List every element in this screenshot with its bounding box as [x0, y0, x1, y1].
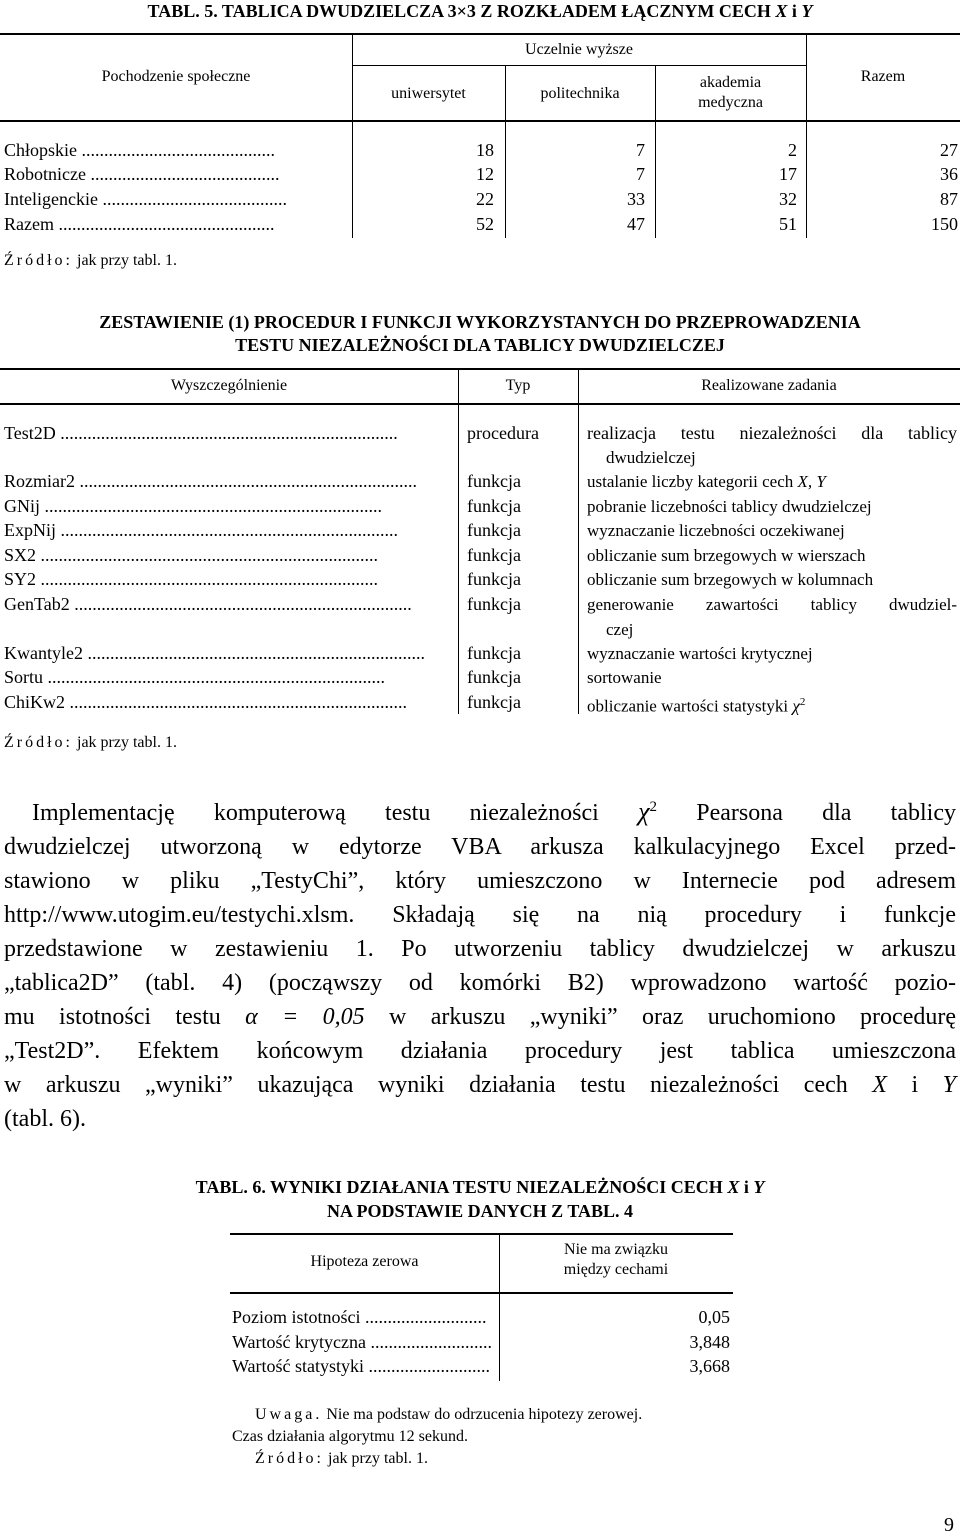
summary-row-task: sortowanie: [587, 668, 662, 687]
tab5-row-v2: 7: [636, 140, 645, 160]
summary-row-name: Kwantyle2 ...........................................................................: [4, 643, 425, 663]
paragraph-line: stawiono w pliku „TestyChi”, który umieszczono w Internecie pod adresem: [4, 868, 956, 894]
summary-body-divider: [578, 404, 579, 714]
tab5-row-v2: 47: [627, 214, 645, 234]
paragraph-line: „tablica2D” (tabl. 4) (począwszy od komórki B2) wprowadzono wartość pozio-: [4, 970, 956, 996]
summary-header-tasks: Realizowane zadania: [701, 377, 837, 394]
tab5-row-v1: 12: [476, 164, 494, 184]
summary-row-type: funkcja: [467, 471, 521, 491]
tab6-row-value: 0,05: [698, 1307, 730, 1327]
tab6-note: Uwaga. Nie ma podstaw do odrzucenia hipotezy zerowej.: [255, 1406, 643, 1423]
tab5-title: TABL. 5. TABLICA DWUDZIELCZA 3×3 Z ROZKŁADEM ŁĄCZNYM CECH X i Y: [147, 1, 813, 21]
tab5-header-rule: [0, 120, 960, 122]
tab5-row-v2: 33: [627, 189, 645, 209]
tab5-row-v3: 2: [788, 140, 797, 160]
summary-row-type: funkcja: [467, 594, 521, 614]
summary-title-line1: ZESTAWIENIE (1) PROCEDUR I FUNKCJI WYKORZYSTANYCH DO PRZEPROWADZENIA: [99, 312, 861, 332]
summary-row-name: Test2D ...........................................................................: [4, 423, 398, 443]
tab5-row-v2: 7: [636, 164, 645, 184]
page-number: 9: [944, 1514, 954, 1536]
summary-body-divider: [458, 404, 459, 714]
summary-row-name: Rozmiar2 ...........................................................................: [4, 471, 417, 491]
summary-row-task: wyznaczanie liczebności oczekiwanej: [587, 521, 845, 540]
summary-row-type: funkcja: [467, 496, 521, 516]
summary-row-type: funkcja: [467, 667, 521, 687]
summary-row-task-cont: czej: [606, 620, 634, 639]
tab5-header-col2: politechnika: [540, 85, 620, 102]
tab5-header-origin: Pochodzenie społeczne: [101, 68, 251, 85]
summary-row-name: SX2 ...........................................................................: [4, 545, 379, 565]
paragraph-line: „Test2D”. Efektem końcowym działania procedury jest tablica umieszczona: [4, 1038, 956, 1064]
tab6-top-rule: [230, 1233, 733, 1235]
tab5-header-total: Razem: [860, 68, 906, 85]
tab5-header-col1: uniwersytet: [391, 85, 466, 102]
summary-row-task: ustalanie liczby kategorii cech X, Y: [587, 472, 826, 491]
tab6-row-label: Poziom istotności ...........................: [232, 1307, 487, 1327]
tab6-row-value: 3,668: [689, 1356, 730, 1376]
summary-row-name: Sortu ...........................................................................: [4, 667, 386, 687]
tab5-row-total: 87: [940, 189, 958, 209]
summary-row-task: generowanie zawartości tablicy dwudziel-: [587, 595, 957, 614]
tab5-row-v1: 18: [476, 140, 494, 160]
summary-row-task: wyznaczanie wartości krytycznej: [587, 644, 813, 663]
summary-row-task: obliczanie sum brzegowych w wierszach: [587, 546, 866, 565]
summary-row-type: funkcja: [467, 520, 521, 540]
summary-row-task: obliczanie sum brzegowych w kolumnach: [587, 570, 874, 589]
tab5-row-v1: 22: [476, 189, 494, 209]
tab5-row-label: Robotnicze ..........................................: [4, 164, 280, 184]
summary-row-name: SY2 ...........................................................................: [4, 569, 379, 589]
tab5-row-v3: 17: [779, 164, 797, 184]
tab6-title-line1: TABL. 6. WYNIKI DZIAŁANIA TESTU NIEZALEŻNOŚCI CECH X i Y: [195, 1177, 765, 1197]
tab6-row-label: Wartość krytyczna ...........................: [232, 1332, 492, 1352]
summary-source: Źródło: jak przy tabl. 1.: [4, 734, 177, 751]
tab5-row-v3: 32: [779, 189, 797, 209]
tab5-row-total: 27: [940, 140, 958, 160]
tab5-row-v3: 51: [779, 214, 797, 234]
paragraph-line: mu istotności testu α = 0,05 w arkuszu „wyniki” oraz uruchomiono procedurę: [4, 1004, 956, 1030]
paragraph-line: w arkuszu „wyniki” ukazująca wyniki działania testu niezależności cech X i Y: [4, 1072, 956, 1098]
summary-row-task: realizacja testu niezależności dla tablicy: [587, 423, 957, 443]
summary-row-name: GNij ...........................................................................: [4, 496, 382, 516]
tab5-group-rule: [352, 65, 806, 66]
summary-header-name: Wyszczególnienie: [170, 377, 288, 394]
tab6-source: Źródło: jak przy tabl. 1.: [255, 1450, 428, 1467]
summary-row-task: obliczanie wartości statystyki $\chi^2$: [587, 696, 806, 716]
tab5-row-total: 150: [931, 214, 958, 234]
summary-header-type: Typ: [505, 377, 531, 394]
tab5-row-label: Chłopskie ...........................................: [4, 140, 276, 160]
tab5-row-total: 36: [940, 164, 958, 184]
tab6-header-rule: [230, 1292, 733, 1294]
tab5-row-v1: 52: [476, 214, 494, 234]
paragraph-line: (tabl. 6).: [4, 1106, 86, 1132]
paragraph-line: http://www.utogim.eu/testychi.xlsm. Składają się na nią procedury i funkcje: [4, 902, 956, 928]
tab5-row-label: Razem ................................................: [4, 214, 275, 234]
tab6-row-value: 3,848: [689, 1332, 730, 1352]
summary-title-line2: TESTU NIEZALEŻNOŚCI DLA TABLICY DWUDZIELCZEJ: [235, 335, 725, 355]
tab6-note-line2: Czas działania algorytmu 12 sekund.: [232, 1428, 468, 1445]
summary-row-name: ChiKw2 ...........................................................................: [4, 692, 408, 712]
tab6-title-line2: NA PODSTAWIE DANYCH Z TABL. 4: [326, 1201, 634, 1221]
summary-row-type: funkcja: [467, 692, 521, 712]
tab5-row-label: Inteligenckie .........................................: [4, 189, 287, 209]
paragraph-line: dwudzielczej utworzoną w edytorze VBA arkusza kalkulacyjnego Excel przed-: [4, 834, 956, 860]
body-paragraph: [4, 790, 956, 1136]
summary-row-task-cont: dwudzielczej: [606, 448, 696, 467]
summary-top-rule: [0, 368, 960, 370]
summary-row-name: GenTab2 ...........................................................................: [4, 594, 412, 614]
tab6-row-label: Wartość statystyki ...........................: [232, 1356, 491, 1376]
summary-row-name: ExpNij ...........................................................................: [4, 520, 398, 540]
tab5-header-group: Uczelnie wyższe: [525, 41, 633, 58]
paragraph-line: przedstawione w zestawieniu 1. Po utworzeniu tablicy dwudzielczej w arkuszu: [4, 936, 956, 962]
summary-row-task: pobranie liczebności tablicy dwudzielczej: [587, 497, 872, 516]
tab6-header-value: Nie ma związku między cechami: [563, 1241, 669, 1278]
summary-row-type: funkcja: [467, 545, 521, 565]
summary-row-type: funkcja: [467, 643, 521, 663]
summary-row-type: procedura: [467, 423, 539, 443]
summary-header-rule: [0, 403, 960, 405]
tab5-header-col3: akademia medyczna: [698, 74, 763, 111]
tab5-top-rule: [0, 33, 960, 35]
paragraph-line: Implementację komputerową testu niezależności $\chi^2$ Pearsona dla tablicy: [32, 797, 956, 826]
tab5-source: Źródło: jak przy tabl. 1.: [4, 252, 177, 269]
summary-row-type: funkcja: [467, 569, 521, 589]
tab6-header-hypothesis: Hipoteza zerowa: [310, 1253, 419, 1270]
